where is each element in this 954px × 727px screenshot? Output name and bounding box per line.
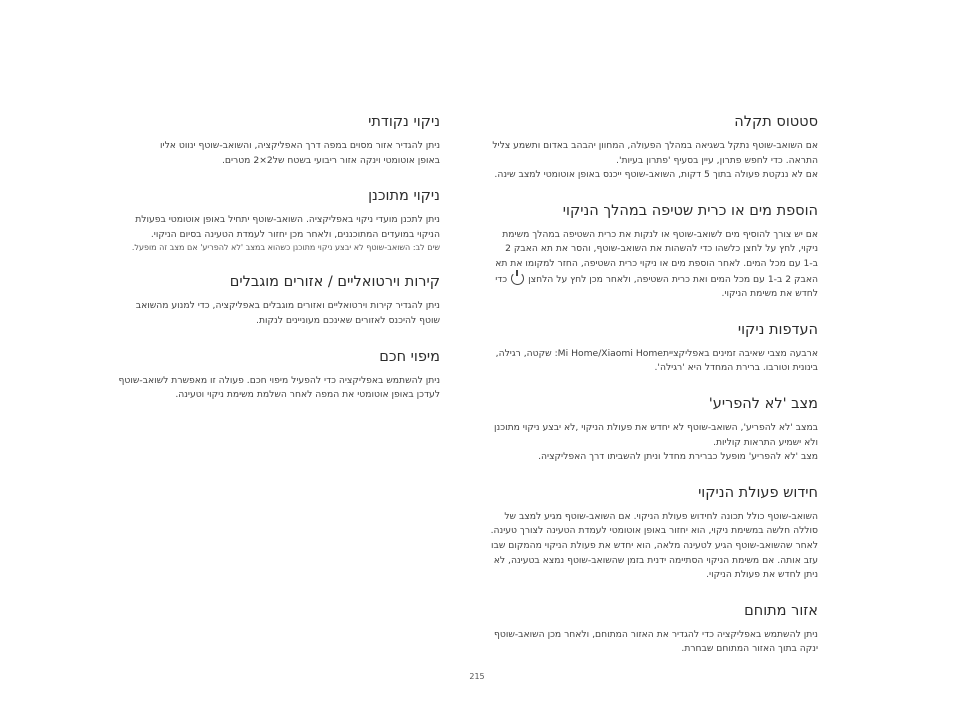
section-preferences: [488, 320, 818, 376]
section-title: מיפוי חכם: [379, 348, 440, 365]
section-body: [488, 139, 818, 183]
paragraph-line: ניתן לחדש את פעולת הניקוי.: [706, 569, 818, 581]
section-body: [110, 213, 440, 254]
app-name: Mi Home/Xiaomi Home: [557, 347, 663, 359]
paragraph-line: לאחר שהשואב-שוטף הגיע לטעינה מלאה, הוא יחדש את פעולת הניקוי מהמקום שבו: [491, 539, 818, 551]
section-title: חידוש פעולת הניקוי: [698, 484, 818, 501]
note-text: שים לב: השואב-שוטף לא יבצע ניקוי מתוכנן כשהוא במצב 'לא להפריע' אם מצב זה מופעל.: [131, 243, 440, 253]
section-title: קירות וירטואליים / אזורים מוגבלים: [229, 274, 440, 291]
section-body: [110, 139, 440, 168]
paragraph-line: אם יש צורך להוסיף מים לשואב-שוטף או לנקות את כרית השטיפה במהלך משימת: [502, 228, 818, 240]
paragraph-line: ניתן להגדיר אזור מסוים במפה דרך האפליקציה, והשואב-שוטף ינווט אליו: [160, 140, 440, 151]
section-status-light: [488, 112, 818, 183]
section-dnd: [488, 394, 818, 465]
section-smart-map: [110, 347, 440, 403]
paragraph-line: באופן אוטומטי וינקה אזור ריבועי בשטח של2×2 מטרים.: [221, 154, 440, 166]
section-body: [488, 510, 818, 583]
paragraph-line: ולא ישמיע התראות קוליות.: [713, 436, 818, 448]
section-title: אזור מתוחם: [744, 602, 818, 619]
paragraph-line: התראה. כדי לחפש פתרון, עיין בסעיף 'פתרון בעיות'.: [616, 154, 818, 166]
paragraph-line: ניקוי, לחץ על לחצן כלשהו כדי להשהות את השואב-שוטף, והסר את תא האבק 2: [505, 243, 818, 255]
section-scheduled: [110, 186, 440, 254]
paragraph-line: לחדש את משימת הניקוי.: [721, 288, 818, 300]
section-title: ניקוי מתוכנן: [368, 188, 440, 205]
paragraph-line: סוללה חלשה במשימת ניקוי, הוא יחזור באופן אוטומטי לעמדת הטעינה לצורך טעינה.: [490, 525, 818, 537]
section-spot: [110, 112, 440, 168]
paragraph-line: בינונית וטורבו. ברירת המחדל היא 'רגילה'.: [654, 362, 818, 374]
paragraph-line: ניתן לתכנן מועדי ניקוי באפליקציה. השואב-שוטף יתחיל באופן אוטומטי בפעולת: [135, 214, 440, 226]
paragraph-line: הניקוי במועדים המתוכננים, ולאחר מכן יחזור לעמדת הטעינה בסיום הניקוי.: [150, 228, 440, 240]
section-resume: [488, 483, 818, 583]
inline-text: : שקטה, רגילה,: [495, 347, 558, 359]
section-title: הוספת מים או כרית שטיפה במהלך הניקוי: [562, 202, 818, 219]
section-body: [488, 628, 818, 657]
paragraph-line: אם השואב-שוטף נתקל בשגיאה במהלך הפעולה, המחוון יהבהב באדום ותשמע צליל: [492, 140, 818, 151]
section-title: העדפות ניקוי: [737, 321, 818, 338]
paragraph-line: ניתן להגדיר קירות וירטואליים ואזורים מוגבלים באפליקציה, כדי למנוע מהשואב: [135, 300, 440, 312]
paragraph-line: ניתן להשתמש באפליקציה כדי להגדיר את האזור המתוחם, ולאחר מכן השואב-שוטף: [494, 628, 818, 640]
inline-text: כדי: [495, 273, 508, 285]
paragraph-line: לעדכן באופן אוטומטי את המפה לאחר השלמת משימת ניקוי וטעינה.: [175, 389, 440, 401]
section-zone: [488, 601, 818, 657]
section-body: [488, 228, 818, 302]
inline-text: ארבעה מצבי שאיבה זמינים באפליקציית: [662, 347, 818, 359]
section-water-mop: [488, 201, 818, 302]
paragraph-line: [488, 272, 818, 288]
paragraph-line: אם לא ננקטת פעולה בתוך 5 דקות, השואב-שוטף ייכנס באופן אוטומטי למצב שינה.: [494, 169, 818, 181]
left-column: [110, 112, 440, 421]
section-title: סטטוס תקלה: [734, 114, 818, 130]
section-body: [110, 299, 440, 328]
paragraph-line: מצב 'לא להפריע' מופעל כברירת מחדל וניתן להשביתו דרך האפליקציה.: [538, 451, 818, 463]
paragraph-line: במצב 'לא להפריע', השואב-שוטף לא יחדש את פעולת הניקוי ,לא יבצע ניקוי מתוכנן: [494, 421, 818, 433]
paragraph-line: ניתן להשתמש באפליקציה כדי להפעיל מיפוי חכם. פעולה זו מאפשרת לשואב-שוטף: [118, 374, 440, 386]
paragraph-line: השואב-שוטף כולל תכונה לחידוש פעולת הניקוי. אם השואב-שוטף מגיע למצב של: [504, 510, 818, 522]
page-number: 215: [469, 672, 485, 681]
section-body: [110, 374, 440, 403]
section-title: מצב 'לא להפריע': [708, 395, 818, 412]
paragraph-line: [488, 347, 818, 362]
section-body: [488, 421, 818, 465]
paragraph-line: עזב אותה. אם משימת הניקוי הסתיימה ידנית בזמן שהשואב-שוטף נמצא בטעינה, לא: [493, 554, 818, 566]
section-body: [488, 347, 818, 376]
section-virtual-walls: [110, 272, 440, 328]
paragraph-line: ב-1 עם מכל המים. לאחר הוספת מים או ניקוי כרית השטיפה, החזר למקומו את תא: [495, 257, 818, 269]
power-icon: [511, 272, 524, 285]
section-title: ניקוי נקודתי: [368, 114, 440, 130]
inline-text: האבק 2 ב-1 עם מכל המים ואת כרית השטיפה, ולאחר מכן לחץ על הלחצן: [528, 273, 818, 285]
paragraph-line: ינקה בתוך האזור המתוחם שבחרת.: [681, 643, 818, 655]
right-column: [488, 112, 818, 675]
paragraph-line: שוטף להיכנס לאזורים שאינכם מעוניינים לנקות.: [256, 314, 440, 326]
